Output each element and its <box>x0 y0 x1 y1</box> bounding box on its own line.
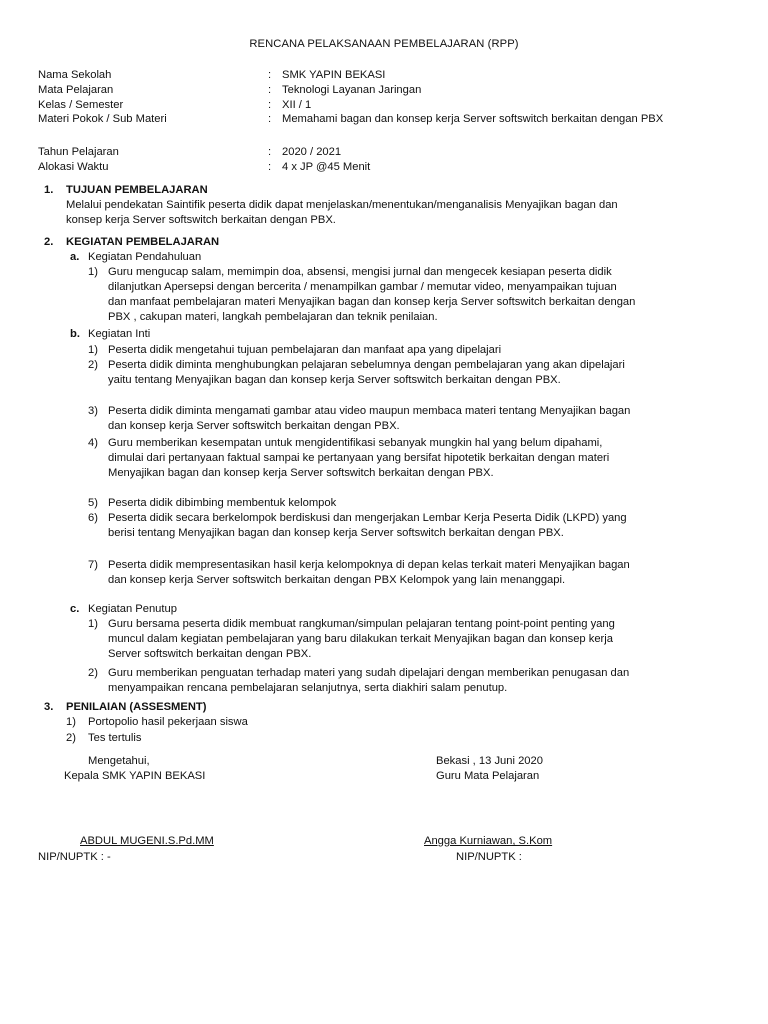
identity-value: SMK YAPIN BEKASI <box>282 69 386 81</box>
identity-value: Teknologi Layanan Jaringan <box>282 84 422 96</box>
list-item-line: Server softswitch berkaitan dengan PBX. <box>108 648 312 660</box>
subsection-letter: b. <box>70 328 80 340</box>
signature-right-nip: NIP/NUPTK : <box>456 851 522 863</box>
list-item-line: Peserta didik secara berkelompok berdiskusi dan mengerjakan Lembar Kerja Peserta Didik (LKPD) yang <box>108 512 627 524</box>
list-item-line: Guru memberikan penguatan terhadap materi yang sudah dipelajari dengan memberikan penugasan dan <box>108 667 630 679</box>
list-number: 6) <box>88 512 98 524</box>
list-item-line: Tes tertulis <box>88 732 142 744</box>
list-item-line: Guru bersama peserta didik membuat rangkuman/simpulan pelajaran tentang point-point penting yang <box>108 618 615 630</box>
identity-label: Alokasi Waktu <box>38 161 109 173</box>
identity-colon: : <box>268 146 272 158</box>
section-number: 3. <box>44 701 54 713</box>
list-number: 1) <box>66 716 76 728</box>
list-item-line: dan konsep kerja Server softswitch berkaitan dengan PBX Kelompok yang lain menanggapi. <box>108 574 566 586</box>
identity-value: Memahami bagan dan konsep kerja Server softswitch berkaitan dengan PBX <box>282 113 664 125</box>
list-number: 2) <box>88 667 98 679</box>
identity-colon: : <box>268 113 272 125</box>
list-item-line: menyampaikan rencana pembelajaran selanjutnya, serta diakhiri salam penutup. <box>108 682 508 694</box>
signature-left-line1: Mengetahui, <box>88 755 150 767</box>
list-item-line: Menyajikan bagan dan konsep kerja Server softswitch berkaitan dengan PBX. <box>108 467 494 479</box>
subsection-heading: Kegiatan Penutup <box>88 603 177 615</box>
identity-label: Nama Sekolah <box>38 69 112 81</box>
list-number: 4) <box>88 437 98 449</box>
list-item-line: Peserta didik mempresentasikan hasil kerja kelompoknya di depan kelas terkait materi Menyajikan bagan <box>108 559 630 571</box>
subsection-heading: Kegiatan Pendahuluan <box>88 251 202 263</box>
list-item-line: PBX , cakupan materi, langkah pembelajaran dan teknik penilaian. <box>108 311 438 323</box>
signature-left-nip: NIP/NUPTK : - <box>38 851 111 863</box>
list-number: 1) <box>88 618 98 630</box>
section-number: 2. <box>44 236 54 248</box>
signature-left-name: ABDUL MUGENI.S.Pd.MM <box>80 835 214 847</box>
list-item-line: Peserta didik mengetahui tujuan pembelajaran dan manfaat apa yang dipelajari <box>108 344 502 356</box>
section-number: 1. <box>44 184 54 196</box>
identity-label: Tahun Pelajaran <box>38 146 119 158</box>
subsection-letter: c. <box>70 603 80 615</box>
signature-right-date: Bekasi , 13 Juni 2020 <box>436 755 543 767</box>
list-item-line: berisi tentang Menyajikan bagan dan konsep kerja Server softswitch berkaitan dengan PBX. <box>108 527 564 539</box>
identity-value: 4 x JP @45 Menit <box>282 161 371 173</box>
identity-colon: : <box>268 161 272 173</box>
list-item-line: muncul dalam kegiatan pembelajaran yang baru dilakukan terkait Menyajikan bagan dan konsep kerja <box>108 633 613 645</box>
identity-value: 2020 / 2021 <box>282 146 342 158</box>
identity-label: Mata Pelajaran <box>38 84 114 96</box>
subsection-letter: a. <box>70 251 80 263</box>
signature-right-line2: Guru Mata Pelajaran <box>436 770 540 782</box>
section-heading: PENILAIAN (ASSESMENT) <box>66 701 207 713</box>
list-item-line: dan manfaat pembelajaran materi Menyajikan bagan dan konsep kerja Server softswitch berkaitan dengan <box>108 296 636 308</box>
signature-left-line2: Kepala SMK YAPIN BEKASI <box>64 770 206 782</box>
list-item-line: yaitu tentang Menyajikan bagan dan konsep kerja Server softswitch berkaitan dengan PBX. <box>108 374 561 386</box>
identity-label: Materi Pokok / Sub Materi <box>38 113 167 125</box>
signature-right-name: Angga Kurniawan, S.Kom <box>424 835 553 847</box>
document-title: RENCANA PELAKSANAAN PEMBELAJARAN (RPP) <box>249 38 519 50</box>
section-heading: KEGIATAN PEMBELAJARAN <box>66 236 220 248</box>
list-item-line: dilanjutkan Apersepsi dengan bercerita / menampilkan gambar / memutar video, menyampaikan tujuan <box>108 281 617 293</box>
identity-colon: : <box>268 99 272 111</box>
list-number: 3) <box>88 405 98 417</box>
list-item-line: Peserta didik diminta mengamati gambar atau video maupun membaca materi tentang Menyajikan bagan <box>108 405 631 417</box>
list-item-line: Portopolio hasil pekerjaan siswa <box>88 716 248 728</box>
list-item-line: Guru memberikan kesempatan untuk mengidentifikasi sebanyak mungkin hal yang belum dipahami, <box>108 437 603 449</box>
list-number: 5) <box>88 497 98 509</box>
identity-colon: : <box>268 84 272 96</box>
list-number: 2) <box>88 359 98 371</box>
list-number: 2) <box>66 732 76 744</box>
list-item-line: Guru mengucap salam, memimpin doa, absensi, mengisi jurnal dan mengecek kesiapan peserta didik <box>108 266 612 278</box>
list-item-line: Peserta didik dibimbing membentuk kelompok <box>108 497 337 509</box>
identity-colon: : <box>268 69 272 81</box>
list-number: 1) <box>88 266 98 278</box>
identity-label: Kelas / Semester <box>38 99 124 111</box>
list-item-line: Peserta didik diminta menghubungkan pelajaran sebelumnya dengan pembelajaran yang akan dipelajari <box>108 359 625 371</box>
list-item-line: dimulai dari pertanyaan faktual sampai ke pertanyaan yang bersifat hipotetik berkaitan dengan materi <box>108 452 610 464</box>
section-heading: TUJUAN PEMBELAJARAN <box>66 184 208 196</box>
paragraph-line: konsep kerja Server softswitch berkaitan dengan PBX. <box>66 214 336 226</box>
identity-value: XII / 1 <box>282 99 312 111</box>
subsection-heading: Kegiatan Inti <box>88 328 151 340</box>
list-number: 1) <box>88 344 98 356</box>
list-number: 7) <box>88 559 98 571</box>
paragraph-line: Melalui pendekatan Saintifik peserta didik dapat menjelaskan/menentukan/menganalisis Menyajikan bagan dan <box>66 199 618 211</box>
list-item-line: dan konsep kerja Server softswitch berkaitan dengan PBX. <box>108 420 400 432</box>
